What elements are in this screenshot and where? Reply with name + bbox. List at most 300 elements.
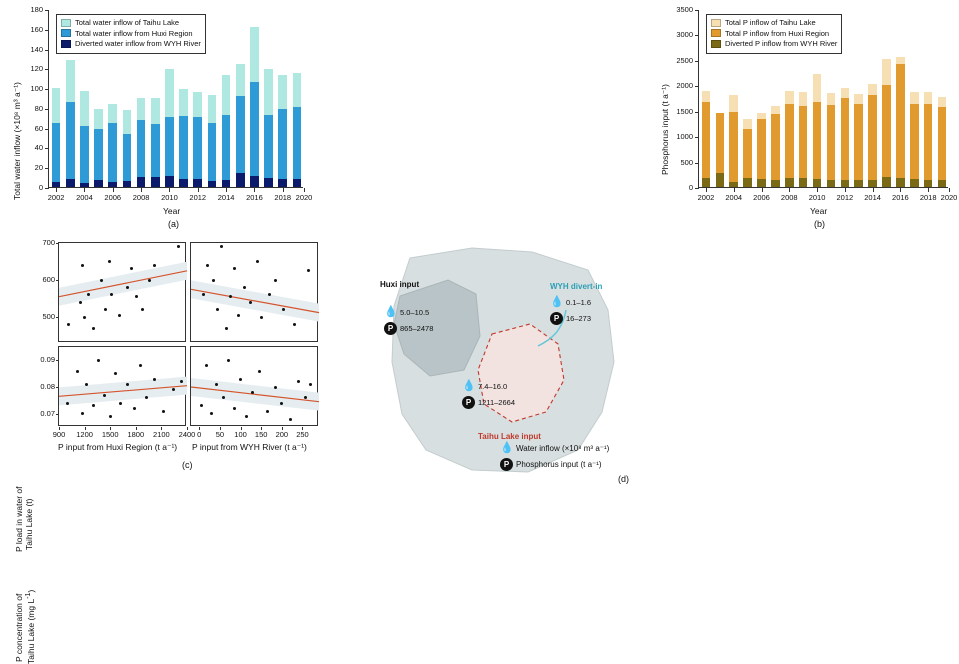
scatter-point [172,388,175,391]
bar-segment [729,182,738,187]
y-axis-tick [56,360,59,361]
x-axis-tick [220,427,221,430]
bar-segment [938,97,947,107]
panel-a-ylabel: Total water inflow (×10⁸ m³ a⁻¹) [12,82,22,200]
x-axis-tick-label: 2004 [725,193,743,202]
x-axis-tick [136,427,137,430]
bar-segment [757,179,766,187]
water-drop-icon-taihu: 💧 [462,380,476,392]
scatter-point [153,264,156,267]
bar-segment [250,176,259,187]
y-axis-tick [45,89,49,90]
bar-segment [938,180,947,187]
y-axis-tick [56,317,59,318]
bar-segment [236,173,245,187]
x-axis-tick-label: 1500 [101,430,119,439]
bar-segment [151,177,160,187]
bar-segment [729,95,738,112]
bar-segment [250,82,259,176]
x-axis-tick [113,188,114,192]
bar-segment [757,113,766,120]
scatter-point [100,279,103,282]
x-axis-tick [254,188,255,192]
y-axis-tick [45,109,49,110]
scatter-load-vs-wyh [190,242,318,342]
legend-swatch-taihu [61,19,71,27]
x-axis-tick [85,427,86,430]
bar-segment [151,98,160,124]
x-axis-tick [241,427,242,430]
bar-segment [841,98,850,180]
x-axis-tick [302,427,303,430]
y-axis-tick-label: 0.08 [40,382,55,391]
x-axis-tick [873,188,874,192]
bar-segment [193,92,202,117]
scatter-point [256,260,259,263]
x-axis-tick-label: 2014 [217,193,235,202]
bar-segment [52,88,61,123]
bar-segment [80,183,89,187]
bar-segment [771,114,780,180]
bar-segment [264,69,273,114]
legend-item-total-p-taihu: Total P inflow of Taihu Lake [711,18,837,27]
y-axis-tick-label: 2500 [676,55,693,65]
bar-segment [80,126,89,183]
x-axis-tick [84,188,85,192]
bar-segment [702,102,711,178]
panel-c-ylabel-bottom-text2: Taihu Lake (mg $L^{-1}$) [24,589,36,664]
bar-segment [882,59,891,85]
scatter-point [212,279,215,282]
map-legend-water: Water inflow (×10⁸ m³ a⁻¹) [516,444,610,453]
scatter-point [229,295,232,298]
bar-segment [896,64,905,178]
confidence-band [191,347,319,427]
x-axis-tick [762,188,763,192]
x-axis-tick-label: 2400 [178,430,196,439]
scatter-conc-vs-wyh [190,346,318,439]
scatter-point [258,370,261,373]
bar-segment [208,123,217,181]
bar-segment [193,117,202,179]
bar-segment [66,60,75,102]
x-axis-tick-label: 2004 [76,193,93,202]
bar-segment [66,102,75,179]
bar-segment [716,113,725,173]
y-axis-tick [56,387,59,388]
legend-item-total-water-taihu: Total water inflow of Taihu Lake [61,18,201,27]
bar-segment [179,179,188,187]
bar-segment [123,181,132,187]
scatter-point [76,370,79,373]
confidence-band [191,243,319,343]
bar-segment [771,180,780,187]
confidence-band [59,243,187,343]
bar-segment [222,115,231,180]
y-axis-tick-label: 0.07 [40,408,55,418]
scatter-point [200,404,203,407]
y-axis-tick-label: 20 [34,163,43,173]
bar-segment [137,98,146,120]
bar-segment [165,117,174,176]
bar-segment [827,180,836,187]
bar-segment [729,112,738,182]
phosphorus-pin-icon-huxi: P [384,322,397,335]
bar-segment [896,57,905,64]
y-axis-tick-label: 140 [30,44,43,54]
y-axis-tick-label: 1500 [676,106,693,116]
y-axis-tick-label: 600 [42,275,55,285]
bar-segment [868,84,877,95]
scatter-point [114,372,117,375]
scatter-point [180,380,183,383]
bar-segment [66,179,75,187]
x-axis-tick-label: 2002 [47,193,65,202]
x-axis-tick-label: 50 [215,430,225,439]
x-axis-tick-label: 0 [197,430,202,439]
bar-segment [868,95,877,179]
bar-segment [813,74,822,102]
y-axis-tick-label: 100 [30,84,43,94]
panel-a-label: (a) [168,219,179,229]
y-axis-tick-label: 40 [34,143,43,153]
x-axis-tick [283,188,284,192]
x-axis-tick-label: 2010 [161,193,178,202]
scatter-point [280,402,283,405]
x-axis-tick-label: 2014 [864,193,881,202]
bar-segment [165,69,174,116]
bar-segment [250,27,259,82]
bar-segment [702,178,711,187]
x-axis-tick-label: 1800 [127,430,145,439]
y-axis-tick-label: 2000 [676,81,693,91]
x-axis-tick-label: 100 [234,430,247,439]
bar-segment [293,73,302,107]
bar-segment [854,104,863,180]
scatter-point [148,279,151,282]
bar-segment [785,178,794,187]
x-axis-tick [59,427,60,430]
y-axis-tick [45,30,49,31]
panel-c-ylabel-top2 [24,499,34,551]
bar-segment [52,182,61,187]
x-axis-tick-label: 2008 [780,193,798,202]
scatter-point [92,404,95,407]
scatter-point [133,407,136,410]
y-axis-tick-label: 180 [30,5,43,14]
x-axis-tick-label: 2012 [836,193,854,202]
bar-segment [743,119,752,130]
bar-segment [94,180,103,187]
x-axis-tick [949,188,950,192]
y-axis-tick [695,35,699,36]
x-axis-tick-label: 2020 [295,193,313,202]
bar-segment [123,110,132,134]
bar-segment [924,92,933,104]
x-axis-tick [110,427,111,430]
x-axis-tick [845,188,846,192]
y-axis-tick-label: 160 [30,24,43,34]
bar-segment [757,119,766,179]
bar-segment [278,179,287,187]
wyh-p-value: 16–273 [566,314,592,323]
y-axis-tick [56,414,59,415]
confidence-band [59,347,187,427]
huxi-p-value: 865–2478 [400,324,434,333]
map-label-huxi: Huxi input [380,280,420,289]
scatter-point [266,410,269,413]
x-axis-tick-label: 250 [296,430,309,439]
x-axis-tick [928,188,929,192]
scatter-point [162,410,165,413]
x-axis-tick-label: 2018 [919,193,937,202]
bar-segment [151,124,160,177]
bar-segment [896,178,905,187]
scatter-point [293,323,296,326]
bar-segment [799,106,808,179]
legend-water-drop-icon: 💧 [500,442,514,454]
scatter-point [108,260,111,263]
y-axis-tick [56,280,59,281]
legend-swatch-wyh [61,40,71,48]
x-axis-tick [161,427,162,430]
y-axis-tick-label: 3000 [676,30,693,40]
y-axis-tick [695,86,699,87]
x-axis-tick-label: 2018 [274,193,292,202]
legend-swatch-p-wyh [711,40,721,48]
x-axis-tick [226,188,227,192]
x-axis-tick-label: 900 [52,430,66,439]
legend-swatch-huxi [61,29,71,37]
bar-segment [222,75,231,115]
bar-segment [208,95,217,123]
bar-segment [924,180,933,187]
scatter-point [153,378,156,381]
scatter-conc-vs-huxi [40,346,196,439]
bar-segment [854,94,863,104]
bar-segment [813,179,822,187]
scatter-point [222,396,225,399]
y-axis-tick-label: 500 [680,157,693,167]
y-axis-tick [45,188,49,189]
panel-b-legend [706,14,842,54]
panel-a-water-inflow-chart [0,0,320,232]
bar-segment [743,178,752,187]
scatter-point [289,418,292,421]
x-axis-tick [817,188,818,192]
bar-segment [278,109,287,179]
panel-c-ylabel-bottom2 [24,590,36,664]
phosphorus-pin-icon-wyh: P [550,312,563,325]
y-axis-tick [45,69,49,70]
y-axis-tick-label: 120 [30,64,43,74]
x-axis-tick-label: 2020 [940,193,958,202]
panel-c-ylabel-top-text: P load in water of [14,486,24,552]
bar-segment [924,104,933,180]
scatter-point [109,415,112,418]
x-axis-tick [198,188,199,192]
bar-segment [785,91,794,105]
huxi-water-value: 5.0–10.5 [400,308,430,317]
water-drop-icon-wyh: 💧 [550,296,564,308]
bar-segment [799,92,808,105]
x-axis-tick-label: 2008 [132,193,150,202]
scatter-load-vs-huxi [42,238,186,342]
map-legend-phosphorus: Phosphorus input (t a⁻¹) [516,460,602,469]
x-axis-tick-label: 2006 [753,193,770,202]
y-axis-tick-label: 0 [688,183,693,192]
bar-segment [841,180,850,187]
bar-segment [179,89,188,116]
phosphorus-pin-icon-taihu: P [462,396,475,409]
bar-segment [179,116,188,179]
bar-segment [137,120,146,177]
scatter-point [126,286,129,289]
panel-c-ylabel-top-text2: Taihu Lake (t) [24,498,34,550]
panel-c-scatter-matrix [0,232,340,664]
bar-segment [882,85,891,177]
scatter-point [79,301,82,304]
legend-phosphorus-pin-icon: P [500,458,513,471]
bar-segment [165,176,174,187]
bar-segment [264,115,273,178]
panel-c-ylabel-bottom [14,594,24,662]
x-axis-tick-label: 2016 [246,193,263,202]
y-axis-tick-label: 0.09 [40,355,55,365]
x-axis-tick-label: 2010 [808,193,826,202]
map-label-taihu: Taihu Lake input [478,432,541,441]
bar-segment [841,88,850,98]
taihu-p-value: 1211–2664 [478,398,515,407]
panel-d-label: (d) [618,474,629,484]
bar-segment [52,123,61,182]
bar-segment [264,178,273,187]
x-axis-tick [734,188,735,192]
bar-segment [827,105,836,180]
panel-d-map [352,236,640,488]
bar-segment [813,102,822,178]
bar-segment [868,180,877,187]
y-axis-tick [695,61,699,62]
panel-c-xlabel-right: P input from WYH River (t a⁻¹) [192,442,307,452]
scatter-point [274,386,277,389]
panel-c-label: (c) [182,460,193,470]
bar-segment [137,177,146,187]
bar-segment [236,64,245,96]
bar-segment [771,106,780,115]
bar-segment [716,173,725,187]
bar-segment [827,93,836,105]
scatter-point [97,359,100,362]
x-axis-tick [169,188,170,192]
y-axis-tick [695,188,699,189]
x-axis-tick-label: 200 [275,430,289,439]
bar-segment [193,179,202,187]
panel-b-xlabel: Year [810,206,828,216]
x-axis-tick-label: 1200 [76,430,93,439]
panel-b-label: (b) [814,219,825,229]
water-drop-icon-huxi: 💧 [384,306,398,318]
y-axis-tick [56,243,59,244]
x-axis-tick [261,427,262,430]
x-axis-tick-label: 2002 [697,193,715,202]
x-axis-tick [706,188,707,192]
x-axis-tick-label: 2016 [892,193,909,202]
x-axis-tick [56,188,57,192]
legend-item-diverted-water-wyh: Diverted water inflow from WYH River [61,39,201,48]
bar-segment [222,180,231,187]
scatter-point [227,359,230,362]
bar-segment [743,129,752,178]
bar-segment [123,134,132,181]
y-axis-tick-label: 500 [42,312,55,322]
scatter-point [126,383,129,386]
y-axis-tick [45,168,49,169]
scatter-point [215,383,218,386]
y-axis-tick-label: 0 [38,183,43,192]
y-axis-tick-label: 700 [42,238,55,247]
bar-segment [208,181,217,187]
scatter-point [233,407,236,410]
x-axis-tick [282,427,283,430]
panel-a-legend [56,14,206,54]
bar-segment [910,104,919,180]
map-label-wyh: WYH divert-in [550,282,603,291]
y-axis-tick [45,50,49,51]
panel-c-xlabel-left: P input from Huxi Region (t a⁻¹) [58,442,178,452]
x-axis-tick-label: 2012 [189,193,207,202]
panel-a-xlabel: Year [163,206,181,216]
legend-swatch-p-huxi [711,29,721,37]
wyh-water-value: 0.1–1.6 [566,298,592,307]
scatter-point [297,380,300,383]
scatter-point [225,327,228,330]
bar-segment [108,104,117,123]
taihu-water-value: 7.4–16.0 [478,382,508,391]
scatter-point [67,323,70,326]
scatter-point [85,383,88,386]
x-axis-tick [900,188,901,192]
bar-segment [278,75,287,109]
legend-item-diverted-p-wyh: Diverted P inflow from WYH River [711,39,837,48]
bar-segment [94,109,103,129]
panel-c-ylabel-top [14,486,24,552]
y-axis-tick-label: 60 [34,123,43,133]
scatter-point [139,364,142,367]
bar-segment [882,177,891,187]
scatter-point [237,314,240,317]
bar-segment [293,107,302,179]
x-axis-tick-label: 2100 [153,430,170,439]
bar-segment [80,91,89,126]
y-axis-tick [45,10,49,11]
bar-segment [910,179,919,187]
panel-c-ylabel-bottom-text: P concentration of [14,593,24,662]
y-axis-tick [695,137,699,138]
y-axis-tick [695,163,699,164]
y-axis-tick [45,129,49,130]
bar-segment [910,92,919,104]
scatter-point [239,378,242,381]
legend-swatch-p-taihu [711,19,721,27]
bar-segment [108,182,117,187]
bar-segment [938,107,947,180]
scatter-point [206,264,209,267]
scatter-point [274,279,277,282]
x-axis-tick [304,188,305,192]
scatter-point [103,394,106,397]
legend-item-total-p-huxi: Total P inflow from Huxi Region [711,29,837,38]
